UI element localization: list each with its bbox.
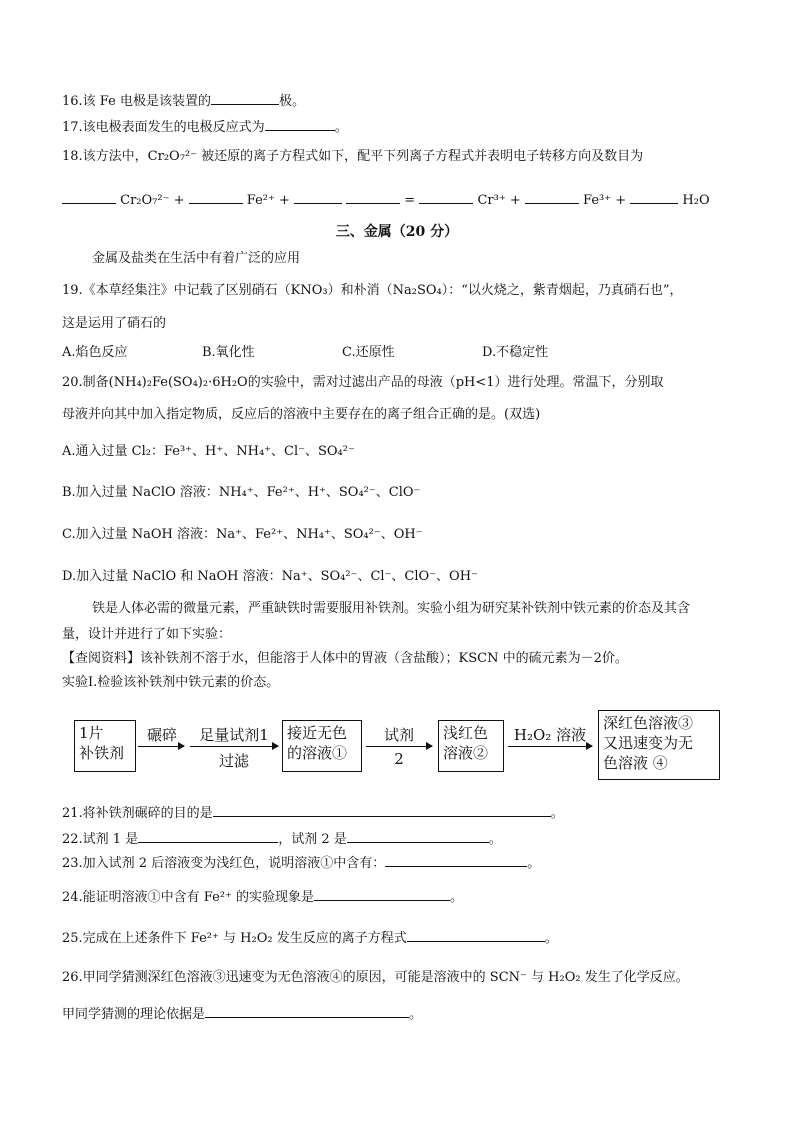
question-21 — [62, 803, 564, 823]
q23-suffix: 。 — [527, 856, 541, 871]
q17-answer-blank[interactable] — [265, 117, 335, 131]
q18-blank-2[interactable] — [189, 190, 243, 204]
iron-paragraph-line1: 铁是人体必需的微量元素，严重缺铁时需要服用补铁剂。实验小组为研究某补铁剂中铁元素的价态及其含 — [92, 601, 691, 616]
eq-fe2: Fe²⁺ + — [246, 193, 290, 208]
q25-text: 25.完成在上述条件下 Fe²⁺ 与 H₂O₂ 发生反应的离子方程式 — [62, 931, 407, 946]
question-16 — [62, 91, 305, 111]
question-18: 18.该方法中，Cr₂O₇²⁻ 被还原的离子方程式如下，配平下列离子方程式并表明电子转移方向及数目为 — [62, 149, 644, 164]
flow-box-solution-3-4 — [598, 710, 720, 780]
question-20-line2: 母液并向其中加入指定物质，反应后的溶液中主要存在的离子组合正确的是。(双选) — [62, 407, 541, 422]
eq-fe3: Fe³⁺ + — [583, 193, 627, 208]
q24-text: 24.能证明溶液①中含有 Fe²⁺ 的实验现象是 — [62, 890, 315, 905]
flow-label-reagent2: 试剂 — [383, 726, 414, 744]
flow-label-grind: 碾碎 — [146, 726, 177, 744]
q24-answer-blank[interactable] — [314, 887, 450, 901]
section-title: 三、金属（20 分） — [335, 224, 459, 240]
eq-h2o: H₂O — [682, 193, 710, 208]
flow-box-tablet — [74, 720, 136, 772]
q23-answer-blank[interactable] — [385, 853, 527, 867]
flow-arrow-3 — [366, 746, 432, 747]
q18-blank-1[interactable] — [62, 190, 116, 204]
q18-equation — [62, 190, 710, 210]
q25-answer-blank[interactable] — [407, 928, 545, 942]
q21-answer-blank[interactable] — [213, 803, 551, 817]
flow-box-solution-2-line2: 溶液② — [443, 744, 489, 762]
flow-label-h2o2: H₂O₂ 溶液 — [513, 726, 587, 744]
flow-arrow-2 — [190, 746, 278, 747]
flow-box-solution-2-line1: 浅红色 — [443, 724, 489, 742]
flow-box-solution-1-line1: 接近无色 — [287, 724, 348, 742]
q19-option-b[interactable]: B.氧化性 — [202, 345, 255, 360]
q21-text: 21.将补铁剂碾碎的目的是 — [62, 806, 213, 821]
q22-mid: ，试剂 2 是 — [278, 832, 347, 847]
flow-label-filter: 过滤 — [218, 752, 249, 770]
question-26-line2 — [62, 1004, 422, 1024]
question-26-line1: 26.甲同学猜测深红色溶液③迅速变为无色溶液④的原因，可能是溶液中的 SCN⁻ 与 H₂O₂ 发生了化学反应。 — [62, 970, 689, 985]
q18-blank-3[interactable] — [294, 190, 342, 204]
q22-text: 22.试剂 1 是 — [62, 832, 139, 847]
reference-info: 【查阅资料】该补铁剂不溶于水，但能溶于人体中的胃液（含盐酸）；KSCN 中的硫元素为－2价。 — [62, 651, 628, 666]
q22-suffix: 。 — [488, 832, 502, 847]
q16-suffix: 极。 — [278, 94, 305, 109]
q16-answer-blank[interactable] — [211, 91, 279, 105]
q24-suffix: 。 — [450, 890, 464, 905]
q18-blank-7[interactable] — [630, 190, 678, 204]
q20-option-a[interactable]: A.通入过量 Cl₂：Fe³⁺、H⁺、NH₄⁺、Cl⁻、SO₄²⁻ — [62, 444, 355, 459]
q18-blank-5[interactable] — [419, 190, 473, 204]
question-17 — [62, 117, 348, 137]
section-intro: 金属及盐类在生活中有着广泛的应用 — [92, 251, 301, 266]
q21-suffix: 。 — [550, 806, 564, 821]
q26-suffix: 。 — [409, 1007, 423, 1022]
q17-text: 17.该电极表面发生的电极反应式为 — [62, 120, 265, 135]
flow-box-solution-3-4-line1: 深红色溶液③ — [603, 714, 694, 732]
q16-text: 16.该 Fe 电极是该装置的 — [62, 94, 211, 109]
experiment-1-title: 实验Ⅰ.检验该补铁剂中铁元素的价态。 — [62, 675, 280, 690]
q19-option-a[interactable]: A.焰色反应 — [62, 345, 128, 360]
flow-arrow-4 — [508, 746, 592, 747]
q20-option-c[interactable]: C.加入过量 NaOH 溶液：Na⁺、Fe²⁺、NH₄⁺、SO₄²⁻、OH⁻ — [62, 527, 423, 542]
eq-cr2o7: Cr₂O₇²⁻ + — [120, 193, 185, 208]
q18-blank-6[interactable] — [525, 190, 579, 204]
flow-box-tablet-line1: 1片 — [79, 724, 104, 742]
iron-paragraph-line2: 量，设计并进行了如下实验： — [62, 627, 232, 642]
q20-option-d[interactable]: D.加入过量 NaClO 和 NaOH 溶液：Na⁺、SO₄²⁻、Cl⁻、ClO⁻、OH⁻ — [62, 569, 478, 584]
question-25 — [62, 928, 558, 948]
question-24 — [62, 887, 463, 907]
q19-option-d[interactable]: D.不稳定性 — [482, 345, 549, 360]
eq-equals: = — [404, 193, 416, 208]
flow-box-solution-3-4-line2: 又迅速变为无 — [603, 734, 694, 752]
q17-suffix: 。 — [334, 120, 348, 135]
question-19-line2: 这是运用了硝石的 — [62, 316, 167, 331]
flow-box-solution-1-line2: 的溶液① — [287, 744, 348, 762]
q19-option-c[interactable]: C.还原性 — [342, 345, 395, 360]
flow-label-reagent1: 足量试剂1 — [199, 726, 269, 744]
q25-suffix: 。 — [544, 931, 558, 946]
flow-box-solution-3-4-line3: 色溶液 ④ — [603, 754, 668, 772]
question-20-line1: 20.制备(NH₄)₂Fe(SO₄)₂·6H₂O的实验中，需对过滤出产品的母液（pH<1）进行处理。常温下，分别取 — [62, 375, 664, 390]
flow-label-reagent2-number: 2 — [394, 750, 404, 768]
eq-cr3: Cr³⁺ + — [477, 193, 521, 208]
flow-box-tablet-line2: 补铁剂 — [79, 744, 125, 762]
question-23 — [62, 853, 540, 873]
flow-box-solution-1 — [282, 720, 362, 772]
q18-blank-4[interactable] — [346, 190, 400, 204]
q20-option-b[interactable]: B.加入过量 NaClO 溶液：NH₄⁺、Fe²⁺、H⁺、SO₄²⁻、ClO⁻ — [62, 485, 421, 500]
q23-text: 23.加入试剂 2 后溶液变为浅红色，说明溶液①中含有： — [62, 856, 386, 871]
question-19-line1: 19.《本草经集注》中记载了区别硝石（KNO₃）和朴消（Na₂SO₄）：“以火烧之，紫青烟起，乃真硝石也”， — [62, 283, 683, 298]
question-22 — [62, 829, 502, 849]
q22-reagent2-blank[interactable] — [347, 829, 489, 843]
q26-text: 甲同学猜测的理论依据是 — [62, 1007, 206, 1022]
q26-answer-blank[interactable] — [205, 1004, 409, 1018]
flow-box-solution-2 — [438, 720, 504, 772]
flow-arrow-1 — [138, 746, 184, 747]
q22-reagent1-blank[interactable] — [138, 829, 278, 843]
